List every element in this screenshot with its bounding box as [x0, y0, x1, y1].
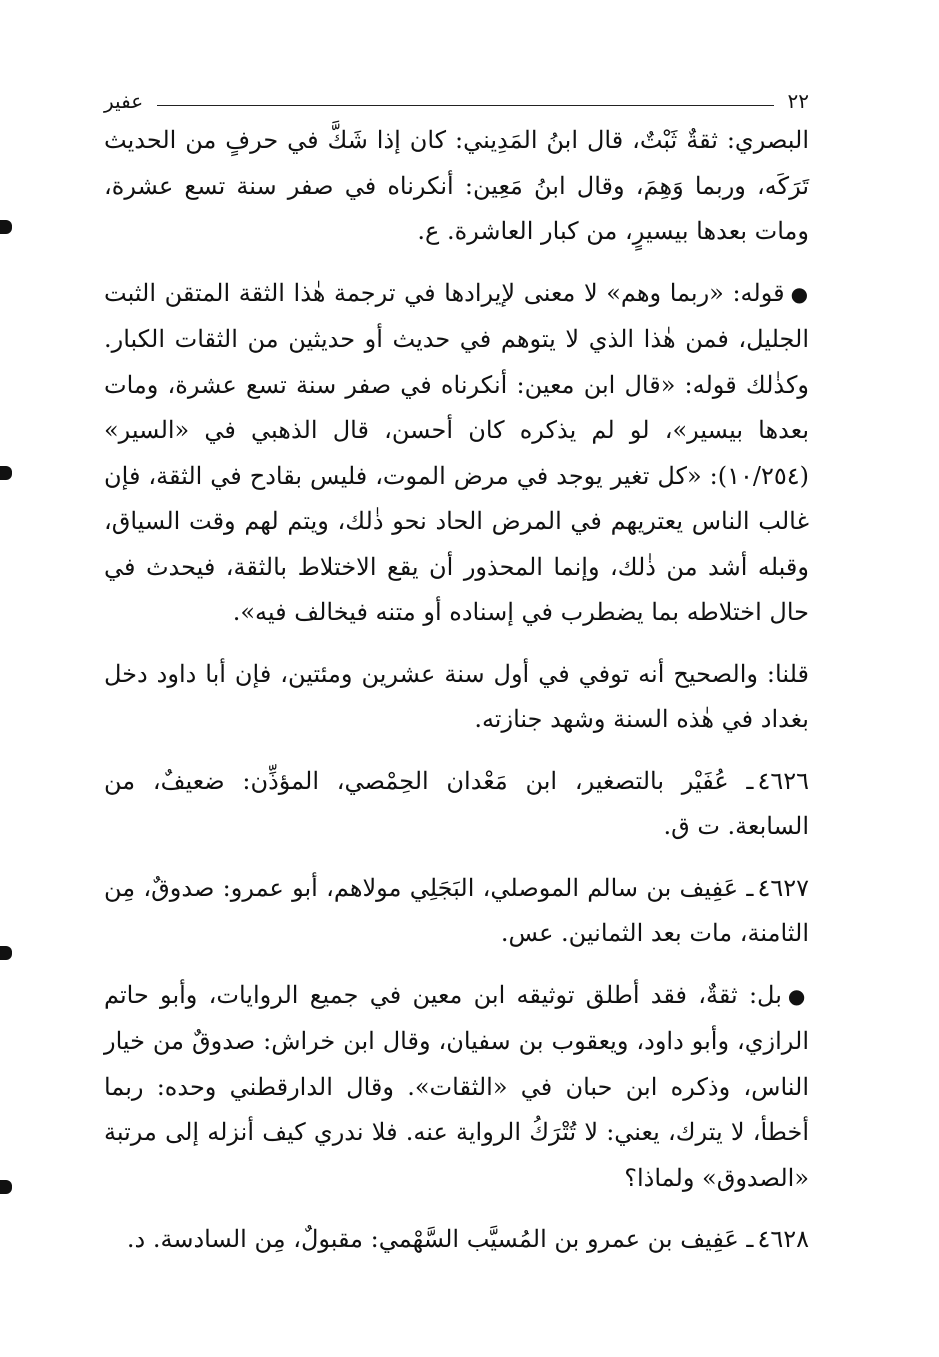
paragraph-entry-4626: ٤٦٢٦ـ عُفَيْر بالتصغير، ابن مَعْدان الحِمْصي، المؤذِّن: ضعيفٌ، من السابعة. ت ق.: [104, 766, 809, 840]
paragraph-commentary: ●قوله: «ربما وهم» لا معنى لإيرادها في ترجمة هٰذا الثقة المتقن الثبت الجليل، فمن هٰذا الذي لا يتوهم في حديث أو حديثين من الثقات الكبار. وكذٰلك قوله: «قال ابن معين: أنكرناه في صفر سنة تسع عشرة، ومات بعدها بيسير»، لو لم يذكره كان أحسن، قال الذهبي في «السير» (١٠/٢٥٤): «كل تغير يوجد في مرض الموت، فليس بقادح في الثقة، فإن غالب الناس يعتريهم في المرض الحاد نحو ذٰلك، ويتم لهم وقت السياق، وقبله أشد من ذٰلك، وإنما المحذور أن يقع الاختلاط بالثقة، فيحدث في حال اختلاطه بما يضطرب في إسناده أو متنه فيخالف فيه».: [104, 278, 810, 626]
page-edge-mark: [0, 466, 12, 480]
running-title: عفير: [104, 89, 144, 113]
entry-number: ٤٦٢٨: [757, 1225, 809, 1253]
document-page: [104, 84, 809, 1279]
page-edge-mark: [0, 220, 12, 234]
paragraph-entry-continuation: البصري: ثقةٌ ثَبْتٌ، قال ابنُ المَدِيني: كان إذا شَكَّ في حرفٍ من الحديث تَرَكَه، وربما وَهِمَ، وقال ابنُ مَعِين: أنكرناه في صفر سنة تسع عشرة، ومات بعدها بيسيرٍ، من كبار العاشرة. ع.: [104, 126, 809, 245]
page-edge-mark: [0, 946, 12, 960]
paragraph-entry-4628: ٤٦٢٨ـ عَفِيف بن عمرو بن المُسيَّب السَّهْمي: مقبولٌ، مِن السادسة. د.: [126, 1225, 809, 1253]
entry-number: ٤٦٢٧: [757, 873, 810, 902]
bullet-icon: ●: [787, 983, 809, 1008]
header-rule: [157, 105, 773, 106]
bullet-icon: ●: [790, 281, 810, 306]
paragraph-note: قلنا: والصحيح أنه توفي في أول سنة عشرين ومئتين، فإن أبا داود دخل بغداد في هٰذه السنة وشهد جنازته.: [104, 659, 809, 733]
paragraph-entry-4627: ٤٦٢٧ـ عَفِيف بن سالم الموصلي، البَجَلِي مولاهم، أبو عمرو: صدوقٌ، مِن الثامنة، مات بعد الثمانين. عس.: [104, 873, 810, 947]
page-number: ٢٢: [787, 89, 809, 113]
page-edge-mark: [0, 1180, 12, 1194]
running-header: [104, 84, 809, 118]
entry-number: ٤٦٢٦: [757, 766, 809, 795]
paragraph-commentary: ●بل: ثقةٌ، فقد أطلق توثيقه ابن معين في جميع الروايات، وأبو حاتم الرازي، وأبو داود، ويعقوب بن سفيان، وقال ابن خراش: صدوقٌ من خيار الناس، وذكره ابن حبان في «الثقات». وقال الدارقطني وحده: ربما أخطأ، لا يترك، يعني: لا تُتْرَكُ الرواية عنه. فلا ندري كيف أنزله إلى مرتبة «الصدوق» ولماذا؟: [104, 980, 809, 1192]
